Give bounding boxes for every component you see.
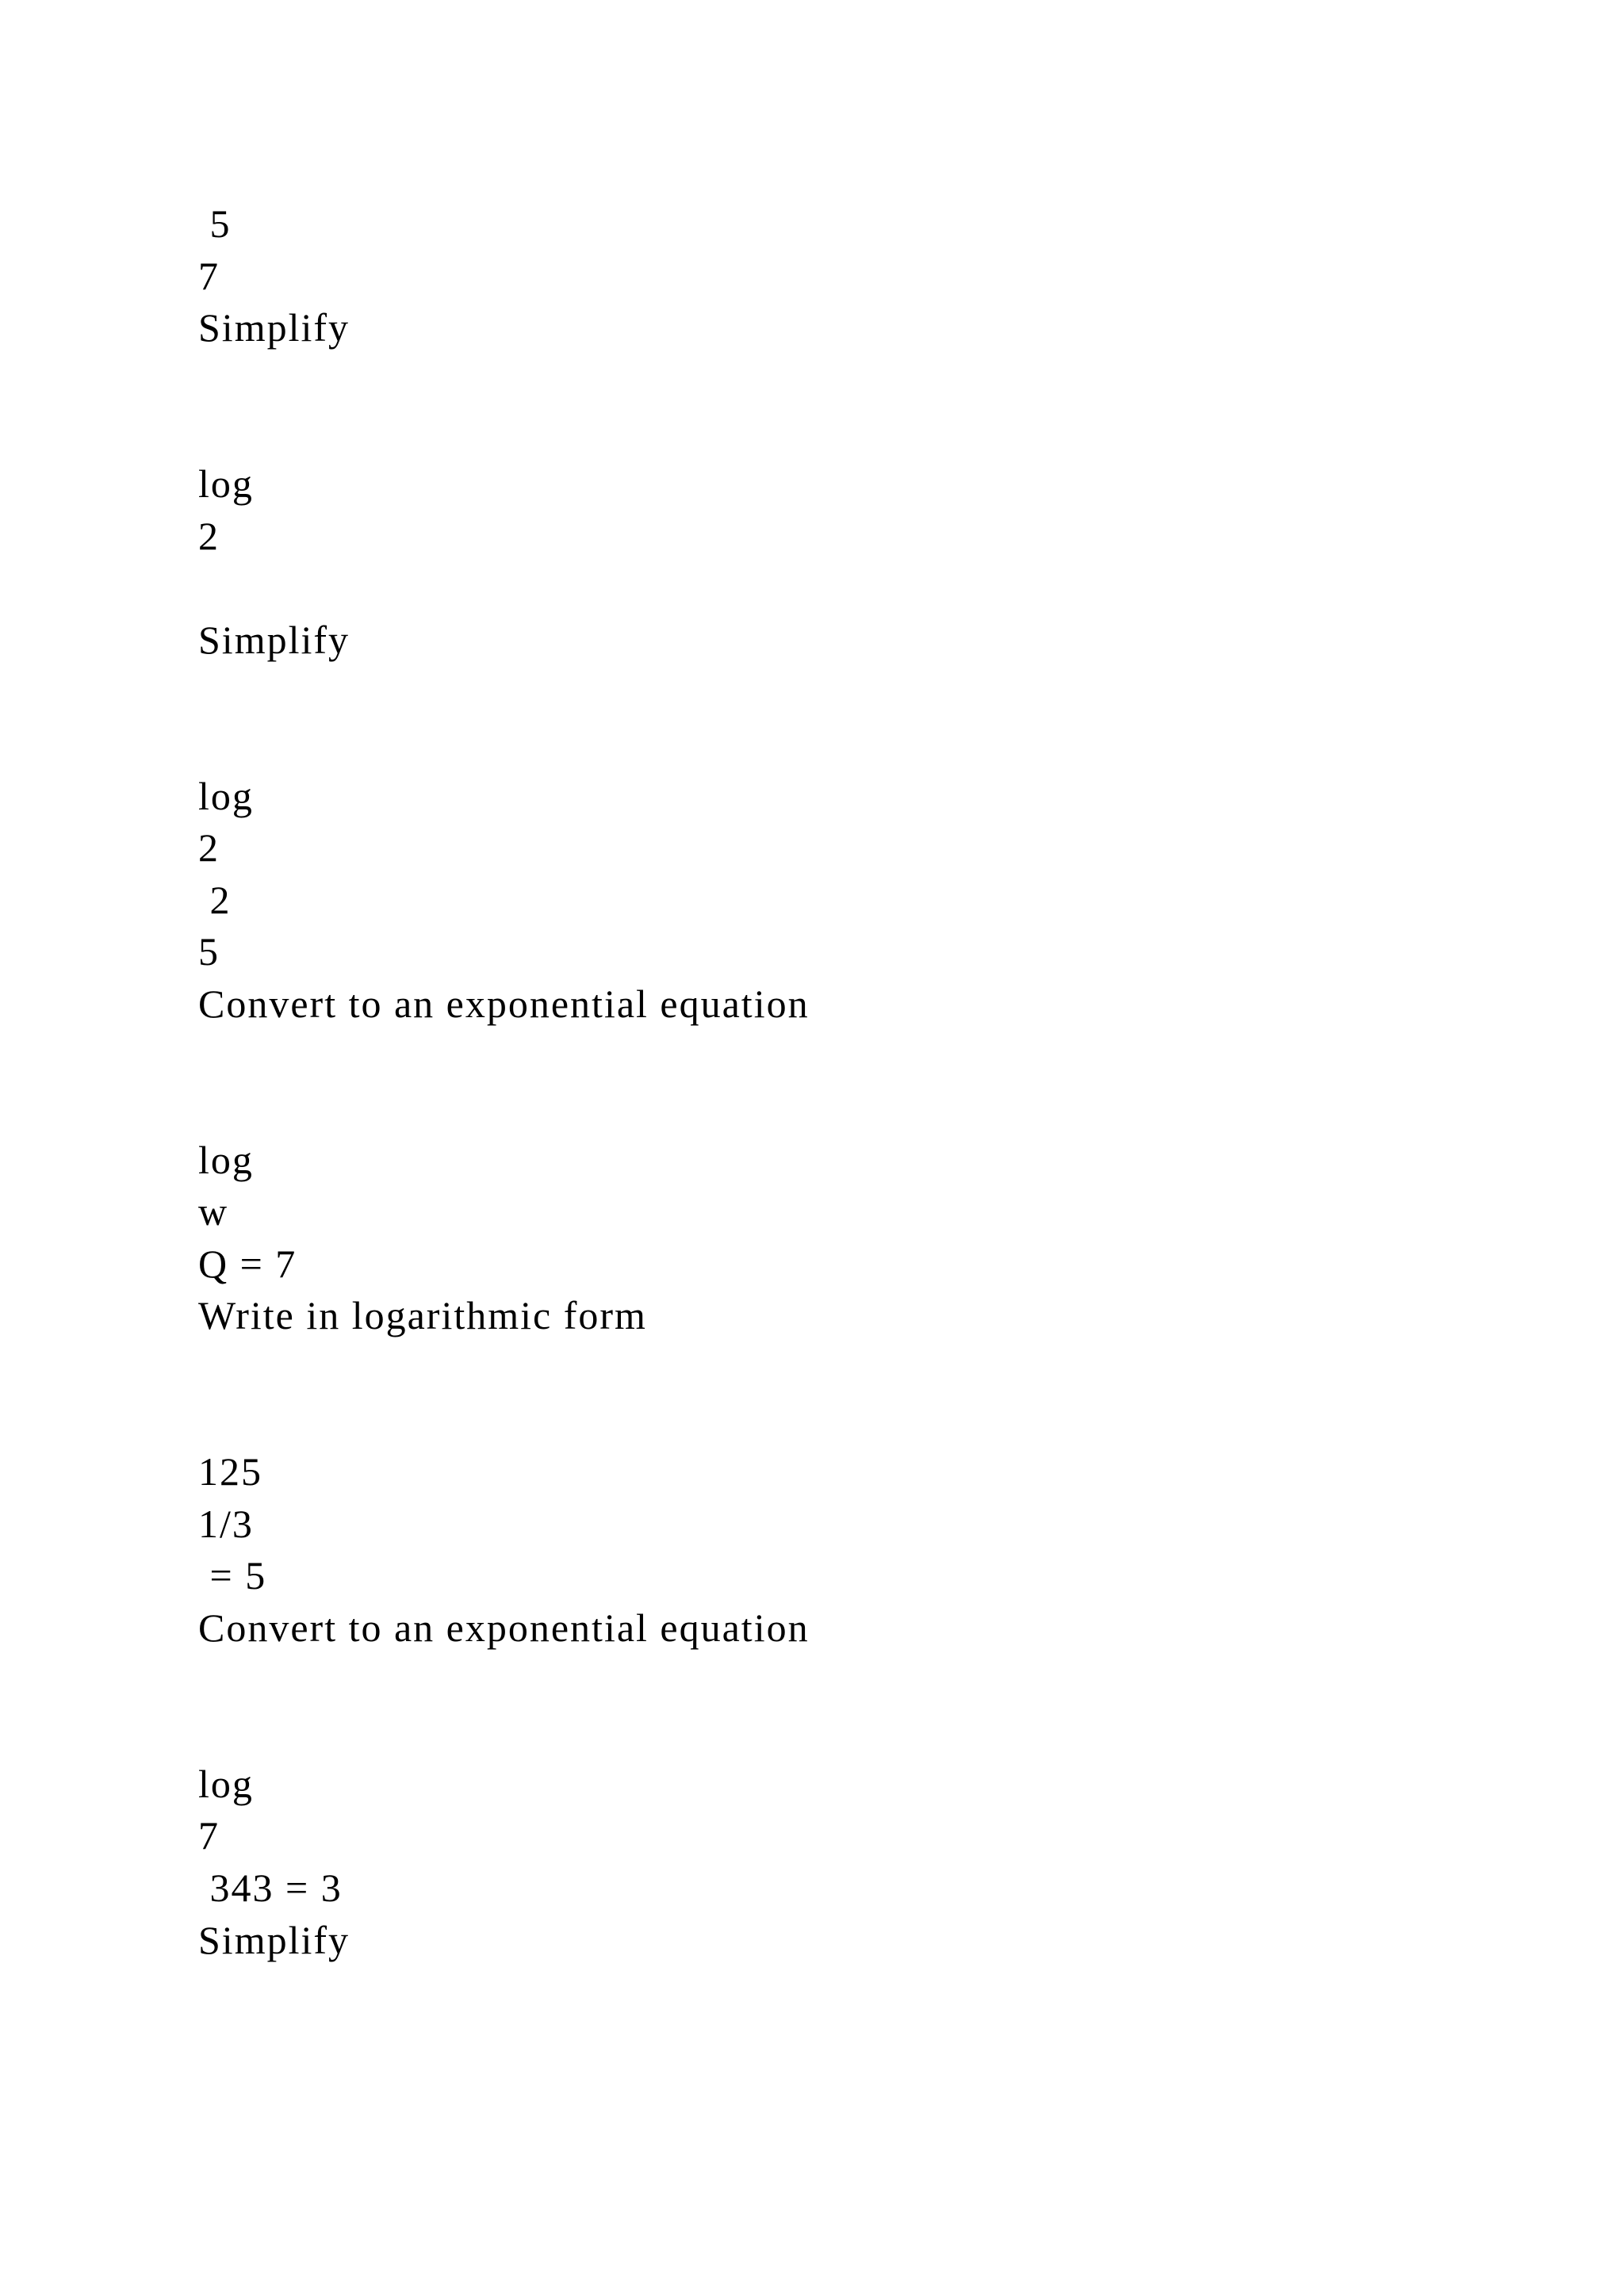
text-line: 7: [198, 1813, 220, 1858]
text-line: Q = 7: [198, 1241, 297, 1286]
blank-line: [198, 718, 1467, 771]
text-line: 2: [198, 513, 220, 558]
text-line: w: [198, 1189, 229, 1234]
blank-line: [198, 1031, 1467, 1083]
text-line: 1/3: [198, 1501, 254, 1546]
blank-line: [198, 1655, 1467, 1707]
blank-line: [198, 666, 1467, 718]
blank-line: [198, 1706, 1467, 1758]
text-line: log: [198, 1761, 254, 1806]
text-line: 5: [198, 929, 220, 974]
blank-line: [198, 1082, 1467, 1135]
instruction-text: Write in logarithmic form: [198, 1293, 647, 1338]
blank-line: [198, 562, 1467, 614]
instruction-text: Simplify: [198, 1917, 350, 1962]
blank-line: [198, 1342, 1467, 1395]
text-line: 5: [198, 201, 232, 246]
text-line: log: [198, 773, 254, 818]
text-line: 2: [198, 877, 232, 922]
instruction-text: Simplify: [198, 305, 350, 350]
text-line: 7: [198, 253, 220, 298]
text-line: 2: [198, 825, 220, 871]
document-body: [198, 198, 1467, 1966]
blank-line: [198, 354, 1467, 407]
text-line: = 5: [198, 1553, 267, 1598]
instruction-text: Simplify: [198, 617, 350, 662]
blank-line: [198, 406, 1467, 458]
instruction-text: Convert to an exponential equation: [198, 1605, 810, 1651]
instruction-text: Convert to an exponential equation: [198, 981, 810, 1026]
text-line: 343 = 3: [198, 1866, 343, 1910]
text-line: log: [198, 1137, 254, 1182]
text-line: 125: [198, 1449, 262, 1494]
text-line: log: [198, 461, 254, 506]
blank-line: [198, 1395, 1467, 1447]
